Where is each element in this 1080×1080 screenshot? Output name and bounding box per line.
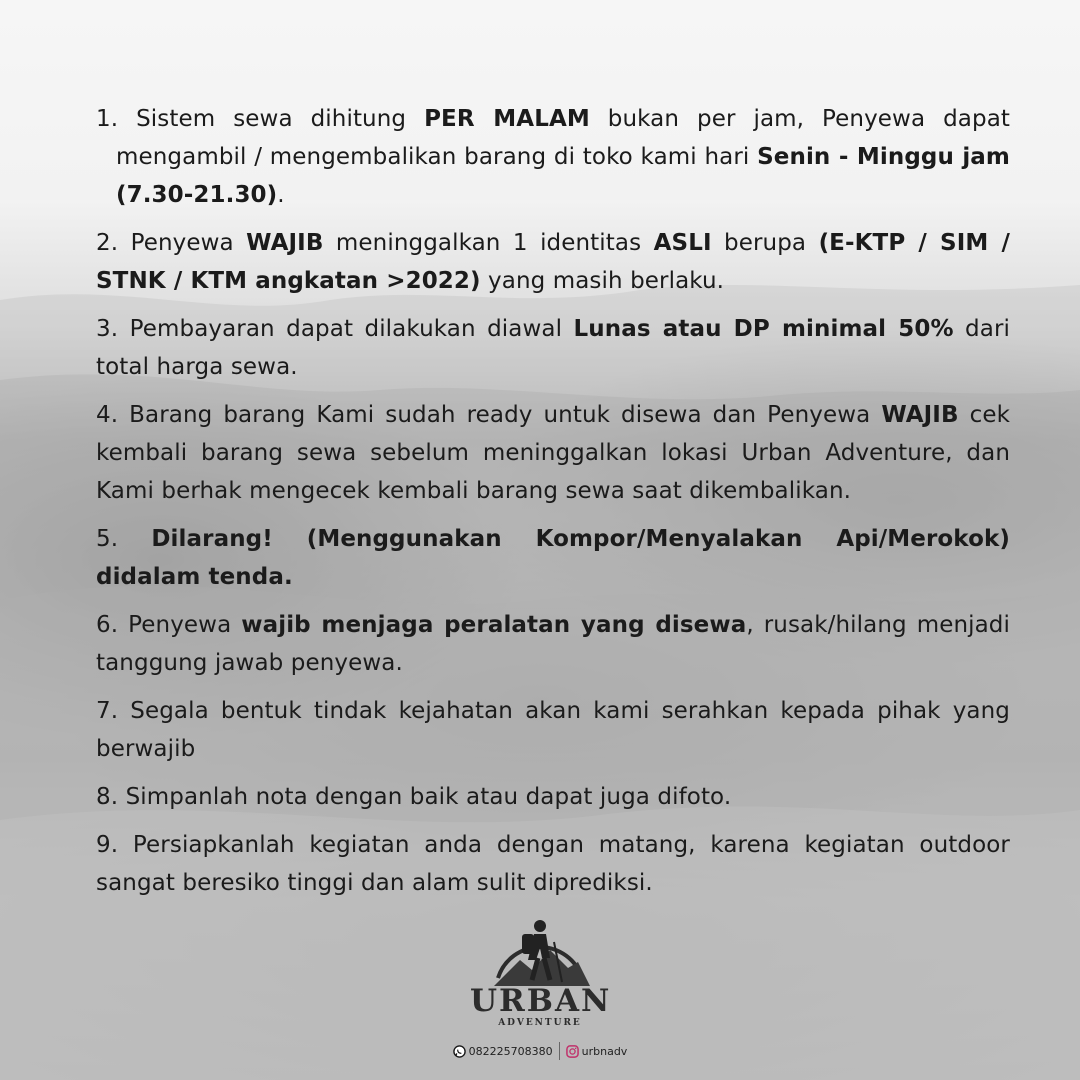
rule-text: berupa xyxy=(711,230,819,256)
rule-emphasis-text: (E-KTP / SIM / STNK / KTM angkatan >2022) xyxy=(96,230,1010,294)
whatsapp-number: 082225708380 xyxy=(468,1044,553,1058)
rule-number: 9. xyxy=(96,832,119,858)
rule-number: 2. xyxy=(96,230,119,256)
rule-text: Penyewa xyxy=(118,612,242,638)
rule-item xyxy=(96,606,1010,682)
rule-text: Penyewa xyxy=(118,230,247,256)
logo-title: URBAN xyxy=(470,983,612,1019)
rental-terms-list xyxy=(96,100,1010,912)
rule-item xyxy=(96,826,1010,902)
rule-text: Simpanlah nota dengan baik atau dapat juga difoto. xyxy=(118,784,732,810)
rule-text: Segala bentuk tindak kejahatan akan kami serahkan kepada pihak yang berwajib xyxy=(96,698,1010,762)
rule-item xyxy=(96,778,1010,816)
rule-number: 5. xyxy=(96,526,119,552)
rule-text: Persiapkanlah kegiatan anda dengan matang, karena kegiatan outdoor sangat beresiko tinggi dan alam sulit diprediksi. xyxy=(96,832,1010,896)
whatsapp-contact[interactable] xyxy=(453,1045,553,1058)
rule-emphasis-text: Dilarang! (Menggunakan Kompor/Menyalakan Api/Merokok) didalam tenda. xyxy=(96,526,1010,590)
rule-item xyxy=(96,224,1010,300)
rule-emphasis-text: wajib menjaga peralatan yang disewa xyxy=(241,612,747,638)
rule-emphasis-text: PER MALAM xyxy=(424,106,590,132)
rule-text: meninggalkan 1 identitas xyxy=(323,230,654,256)
rule-number: 8. xyxy=(96,784,119,810)
rule-text: bukan per jam, Penyewa dapat mengambil / mengembalikan barang di toko kami hari xyxy=(116,106,1011,170)
rule-text: yang masih berlaku. xyxy=(480,268,725,294)
rule-emphasis-text: ASLI xyxy=(653,230,712,256)
rule-number: 3. xyxy=(96,316,119,342)
rule-item xyxy=(96,310,1010,386)
rule-text: dari total harga sewa. xyxy=(96,316,1010,380)
rule-item xyxy=(96,100,1010,214)
instagram-handle: urbnadv xyxy=(581,1044,628,1058)
rule-item xyxy=(96,396,1010,510)
rule-item xyxy=(96,692,1010,768)
rule-text: . xyxy=(277,182,285,208)
rule-text: Pembayaran dapat dilakukan diawal xyxy=(118,316,574,342)
rule-emphasis-text: WAJIB xyxy=(881,402,959,428)
urban-adventure-logo xyxy=(470,908,610,1038)
instagram-icon xyxy=(566,1045,579,1058)
hiker-emblem-icon xyxy=(470,908,610,988)
contact-divider xyxy=(559,1042,560,1060)
contact-bar xyxy=(0,1042,1080,1060)
rule-number: 7. xyxy=(96,698,119,724)
rule-emphasis-text: Senin - Minggu jam (7.30-21.30) xyxy=(116,144,1010,208)
rule-emphasis-text: Lunas atau DP minimal 50% xyxy=(573,316,954,342)
logo-subtitle: ADVENTURE xyxy=(498,1018,582,1028)
instagram-contact[interactable] xyxy=(566,1045,628,1058)
rule-text xyxy=(118,526,151,552)
rule-item xyxy=(96,520,1010,596)
rule-text: , rusak/hilang menjadi tanggung jawab penyewa. xyxy=(96,612,1010,676)
rule-text: Sistem sewa dihitung xyxy=(118,106,425,132)
rule-number: 4. xyxy=(96,402,119,428)
whatsapp-icon xyxy=(453,1045,466,1058)
rule-number: 6. xyxy=(96,612,119,638)
rule-text: Barang barang Kami sudah ready untuk disewa dan Penyewa xyxy=(118,402,882,428)
rule-text: cek kembali barang sewa sebelum meninggalkan lokasi Urban Adventure, dan Kami berhak mengecek kembali barang sewa saat dikembalikan. xyxy=(96,402,1011,504)
rule-emphasis-text: WAJIB xyxy=(246,230,324,256)
rule-number: 1. xyxy=(96,106,119,132)
